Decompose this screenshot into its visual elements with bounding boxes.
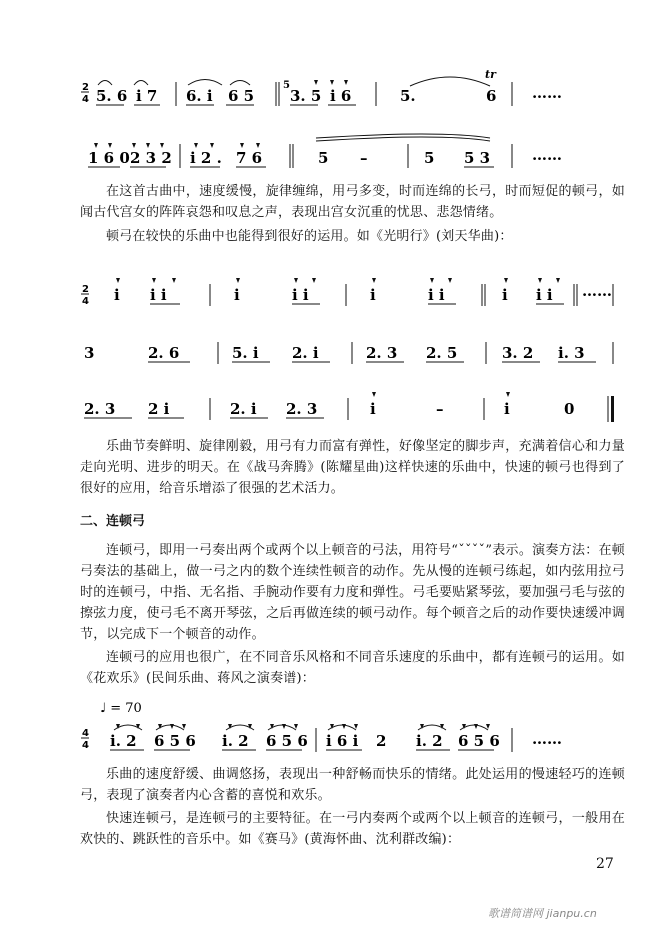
s2r3-n2: 2 i bbox=[148, 400, 170, 418]
s2r2-n8: i. 3 bbox=[558, 344, 585, 362]
score2-row2-svg bbox=[80, 330, 615, 370]
paragraph-6: 乐曲的速度舒缓、曲调悠扬，表现出一种舒畅而快乐的情绪。此处运用的慢速轻巧的连顿弓，表现了演奏者内心含蓄的喜悦和欢乐。 bbox=[80, 767, 625, 803]
s1l1-m4b: 6 bbox=[486, 87, 497, 105]
s3-n2: 6 5 6 bbox=[154, 732, 196, 750]
s2r3-n1: 2. 3 bbox=[84, 400, 116, 418]
tempo-marking: ♩ = 70 bbox=[100, 701, 142, 716]
s1l2-m3b: – bbox=[360, 149, 368, 167]
score1-line2-svg bbox=[80, 130, 615, 172]
s1l2-ellipsis: …… bbox=[532, 146, 562, 164]
section-heading: 二、连顿弓 bbox=[80, 514, 146, 529]
s2r1-ellipsis: …… bbox=[582, 282, 612, 300]
s3-n5: i 6 i bbox=[326, 732, 359, 750]
s2r1-n2: i i bbox=[150, 286, 167, 304]
s2-timesig-top: 2 bbox=[82, 284, 89, 295]
s1l2-m2: i 2 . bbox=[190, 149, 222, 167]
s3-timesig-top: 4 bbox=[82, 728, 89, 739]
s2r1-n4: i i bbox=[292, 286, 309, 304]
score1-line2 bbox=[80, 130, 615, 172]
s1l1-m3: 3. 5 bbox=[290, 87, 322, 105]
s3-n6: 2 bbox=[376, 732, 387, 750]
s2r3-n6: – bbox=[436, 400, 444, 418]
s1l1-m2: 6. i bbox=[186, 87, 213, 105]
s2r2-n2: 2. 6 bbox=[148, 344, 180, 362]
s2r1-n8: i i bbox=[536, 286, 553, 304]
score2-row1-svg bbox=[80, 270, 615, 310]
s2r3-n8: 0 bbox=[564, 400, 575, 418]
score1-line1-svg bbox=[80, 68, 615, 108]
s2r3-n3: 2. i bbox=[230, 400, 257, 418]
paragraph-7: 快速连顿弓，是连顿弓的主要特征。在一弓内奏两个或两个以上顿音的连顿弓，一般用在欢快的、跳跃性的音乐中。如《赛马》(黄海怀曲、沈利群改编)： bbox=[80, 811, 625, 847]
score1-line1 bbox=[80, 68, 615, 108]
s2r3-n7: i bbox=[504, 400, 510, 418]
score2-row1 bbox=[80, 270, 615, 310]
s1l2-m1b: 2 3 2 bbox=[130, 149, 172, 167]
score2-row2 bbox=[80, 330, 615, 370]
s2r2-n6: 2. 5 bbox=[426, 344, 458, 362]
s1l2-m4b: 5 3 bbox=[464, 149, 491, 167]
timesig-bottom: 4 bbox=[82, 94, 89, 105]
s3-timesig-bottom: 4 bbox=[82, 740, 89, 751]
score3-svg bbox=[80, 694, 615, 756]
s3-n3: i. 2 bbox=[222, 732, 249, 750]
s1l1-m1: 5. 6 bbox=[96, 87, 128, 105]
s2r1-n6: i i bbox=[428, 286, 445, 304]
s2r2-n3: 5. i bbox=[232, 344, 259, 362]
s3-n1: i. 2 bbox=[110, 732, 137, 750]
page-number: 27 bbox=[596, 856, 614, 872]
paragraph-5: 连顿弓的应用也很广，在不同音乐风格和不同音乐速度的乐曲中，都有连顿弓的运用。如《花欢乐》(民间乐曲、蒋风之演奏谱)： bbox=[80, 650, 625, 686]
s1l1-m3b: i 6 bbox=[330, 87, 352, 105]
s2r2-n1: 3 bbox=[84, 344, 95, 362]
s2-timesig-bottom: 4 bbox=[82, 296, 89, 307]
s1l1-m2b: 6 5 bbox=[228, 87, 255, 105]
s3-n7: i. 2 bbox=[416, 732, 443, 750]
s2r2-n5: 2. 3 bbox=[366, 344, 398, 362]
s1l1-m3-mark: 5 bbox=[283, 80, 290, 91]
paragraph-1: 在这首古曲中，速度缓慢，旋律缠绵，用弓多变，时而连绵的长弓，时而短促的顿弓，如闻古代宫女的阵阵哀怨和叹息之声，表现出宫女沉重的忧思、悲怨情绪。 bbox=[80, 184, 625, 220]
s3-n4: 6 5 6 bbox=[266, 732, 308, 750]
score2-row3-svg bbox=[80, 386, 615, 426]
watermark: 歌谱简谱网 jianpu.cn bbox=[488, 907, 597, 920]
s1l1-m1b: i 7 bbox=[136, 87, 158, 105]
s1l1-m4: 5. bbox=[400, 87, 416, 105]
s2r1-n5: i bbox=[370, 286, 376, 304]
score2-row3 bbox=[80, 386, 615, 426]
s3-n8: 6 5 6 bbox=[458, 732, 500, 750]
s2r2-n7: 3. 2 bbox=[502, 344, 534, 362]
s1l2-m3: 5 bbox=[318, 149, 329, 167]
s2r3-n4: 2. 3 bbox=[286, 400, 318, 418]
paragraph-4: 连顿弓，即用一弓奏出两个或两个以上顿音的弓法，用符号“ˇˇˇˇ”表示。演奏方法：在顿弓奏法的基础上，做一弓之内的数个连续性顿音的动作。先从慢的连顿弓练起，如内弦用拉弓时的连顿弓，中指、无名指、手腕动作要有力度和弹性。弓毛要贴紧琴弦，要加强弓毛与弦的擦弦力度，使弓毛不离开琴弦，之后再做连续的顿弓动作。每个顿音之后的动作要快速缓冲调节，以完成下一个顿音的动作。 bbox=[80, 543, 625, 642]
score3 bbox=[80, 694, 615, 756]
paragraph-3: 乐曲节奏鲜明、旋律刚毅，用弓有力而富有弹性，好像坚定的脚步声，充满着信心和力量走向光明、进步的明天。在《战马奔腾》(陈耀星曲)这样快速的乐曲中，快速的顿弓也得到了很好的应用，给音乐增添了很强的艺术活力。 bbox=[80, 439, 625, 496]
s3-ellipsis: …… bbox=[532, 730, 562, 748]
s2r2-n4: 2. i bbox=[292, 344, 319, 362]
s2r1-n1: i bbox=[114, 286, 120, 304]
s1l2-m1: 1 6 0 bbox=[88, 149, 130, 167]
s1l2-m2b: 7 6 bbox=[236, 149, 263, 167]
s2r1-n3: i bbox=[234, 286, 240, 304]
timesig-top: 2 bbox=[82, 82, 89, 93]
trill-mark: tr bbox=[485, 68, 496, 81]
s2r3-n5: i bbox=[370, 400, 376, 418]
paragraph-2: 顿弓在较快的乐曲中也能得到很好的运用。如《光明行》(刘天华曲)： bbox=[106, 229, 513, 244]
s2r1-n7: i bbox=[502, 286, 508, 304]
s1l1-ellipsis: …… bbox=[532, 84, 562, 102]
s1l2-m4: 5 bbox=[424, 149, 435, 167]
